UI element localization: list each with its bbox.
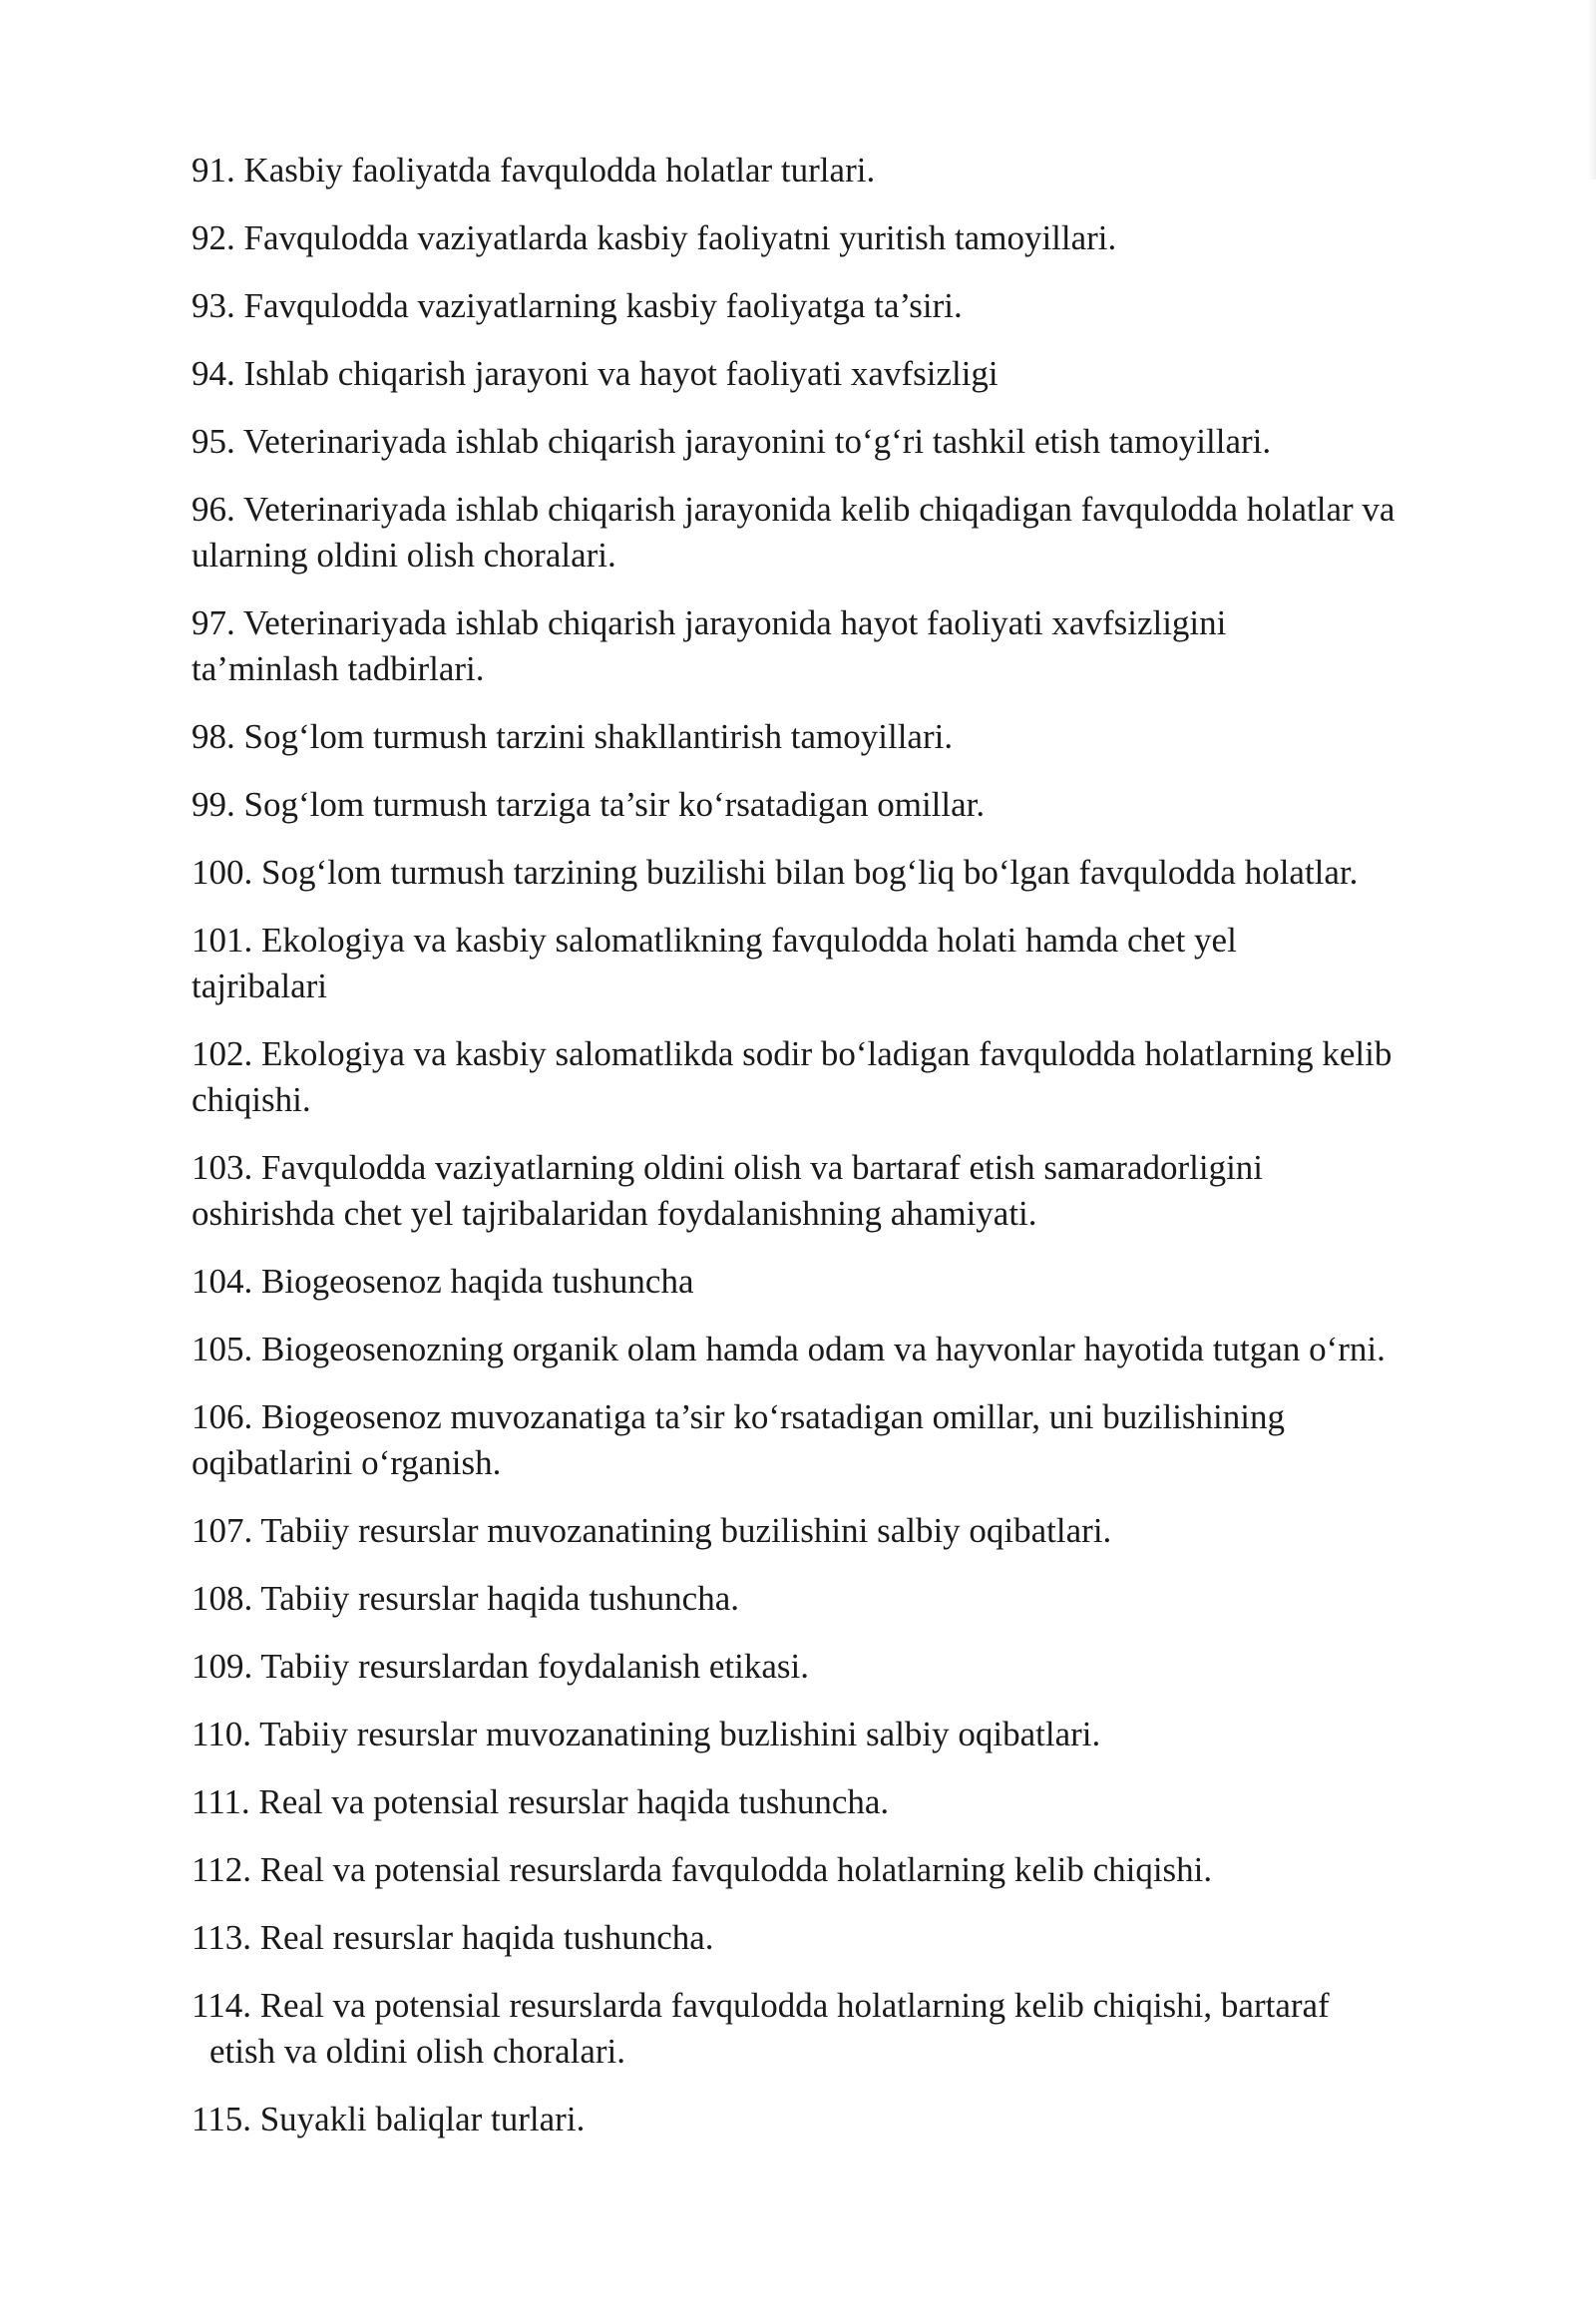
item-text: Biogeosenoz haqida tushuncha [261,1262,694,1301]
list-item [192,351,1478,397]
list-item [192,1259,1478,1305]
item-number: 91. [192,151,235,190]
item-number: 113. [192,1918,251,1957]
item-number: 96. [192,490,235,529]
list-item [192,1983,1478,2075]
item-number: 92. [192,218,235,257]
item-number: 93. [192,286,235,325]
item-text: Suyakli baliqlar turlari. [259,2100,586,2138]
item-text: Veterinariyada ishlab chiqarish jarayonida kelib chiqadigan favqulodda holatlar va ularning oldini olish choralari. [192,490,1396,575]
item-text-continuation: etish va oldini olish choralari. [209,2032,625,2071]
item-number: 99. [192,785,235,824]
list-item [192,2097,1478,2142]
item-number: 101. [192,921,253,960]
question-list [192,148,1478,2164]
item-number: 107. [192,1511,253,1550]
item-text: Veterinariyada ishlab chiqarish jarayonini to‘g‘ri tashkil etish tamoyillari. [242,422,1272,461]
item-number: 98. [192,717,235,756]
item-text: Sog‘lom turmush tarziga ta’sir ko‘rsatadigan omillar. [243,785,986,824]
item-text: Ekologiya va kasbiy salomatlikning favqulodda holati hamda chet yel tajribalari [192,921,1237,1005]
item-text: Real va potensial resurslar haqida tushuncha. [258,1782,890,1821]
list-item [192,600,1329,692]
list-item [192,283,1478,329]
item-text: Favqulodda vaziyatlarda kasbiy faoliyatni yuritish tamoyillari. [243,218,1117,257]
list-item [192,148,1478,194]
list-item [192,419,1478,465]
item-number: 108. [192,1579,253,1618]
item-text: Real va potensial resurslarda favqulodda holatlarning kelib chiqishi, bartaraf [259,1986,1330,2025]
item-text: Biogeosenoz muvozanatiga ta’sir ko‘rsatadigan omillar, uni buzilishining oqibatlarini o‘rganish. [192,1397,1286,1482]
item-number: 102. [192,1034,253,1073]
item-number: 114. [192,1986,251,2025]
item-number: 110. [192,1715,251,1753]
list-item [192,1847,1478,1893]
list-item [192,1576,1478,1622]
list-item [192,215,1478,261]
item-number: 106. [192,1397,253,1436]
list-item [192,918,1349,1009]
item-text: Real resurslar haqida tushuncha. [259,1918,714,1957]
item-number: 94. [192,354,235,393]
item-text: Tabiiy resurslardan foydalanish etikasi. [260,1647,809,1686]
list-item [192,1915,1478,1961]
list-item [192,1508,1478,1554]
list-item [192,850,1478,896]
item-text: Ishlab chiqarish jarayoni va hayot faoliyati xavfsizligi [243,354,998,393]
item-number: 115. [192,2100,251,2138]
list-item [192,1145,1369,1237]
page-edge-shadow [1588,0,1596,180]
item-number: 109. [192,1647,253,1686]
item-text: Real va potensial resurslarda favqulodda holatlarning kelib chiqishi. [259,1850,1213,1889]
item-number: 105. [192,1330,253,1368]
item-text: Kasbiy faoliyatda favqulodda holatlar turlari. [243,151,876,190]
item-text: Tabiiy resurslar muvozanatining buzlishini salbiy oqibatlari. [259,1715,1101,1753]
item-number: 97. [192,603,235,642]
list-item [192,1327,1403,1372]
list-item [192,1779,1478,1825]
item-text: Sog‘lom turmush tarzini shakllantirish tamoyillari. [243,717,954,756]
list-item [192,714,1478,760]
list-item [192,487,1453,579]
item-text: Tabiiy resurslar muvozanatining buzilishini salbiy oqibatlari. [260,1511,1112,1550]
item-text: Tabiiy resurslar haqida tushuncha. [260,1579,740,1618]
item-number: 112. [192,1850,251,1889]
item-text: Favqulodda vaziyatlarning oldini olish va bartaraf etish samaradorligini oshirishda chet yel tajribalaridan foydalanishning ahamiyati. [192,1148,1264,1233]
item-number: 103. [192,1148,253,1187]
item-number: 100. [192,853,253,892]
item-text: Ekologiya va kasbiy salomatlikda sodir bo‘ladigan favqulodda holatlarning kelib chiqishi. [192,1034,1393,1119]
item-number: 111. [192,1782,250,1821]
list-item [192,782,1478,828]
item-text: Sog‘lom turmush tarzining buzilishi bilan bog‘liq bo‘lgan favqulodda holatlar. [261,853,1359,892]
list-item [192,1644,1478,1690]
item-number: 95. [192,422,235,461]
list-item [192,1712,1478,1757]
item-number: 104. [192,1262,253,1301]
list-item [192,1394,1389,1486]
item-text: Veterinariyada ishlab chiqarish jarayonida hayot faoliyati xavfsizligini ta’minlash tadbirlari. [192,603,1227,688]
item-text: Favqulodda vaziyatlarning kasbiy faoliyatga ta’siri. [243,286,963,325]
list-item [192,1031,1423,1123]
item-text: Biogeosenozning organik olam hamda odam va hayvonlar hayotida tutgan o‘rni. [261,1330,1386,1368]
